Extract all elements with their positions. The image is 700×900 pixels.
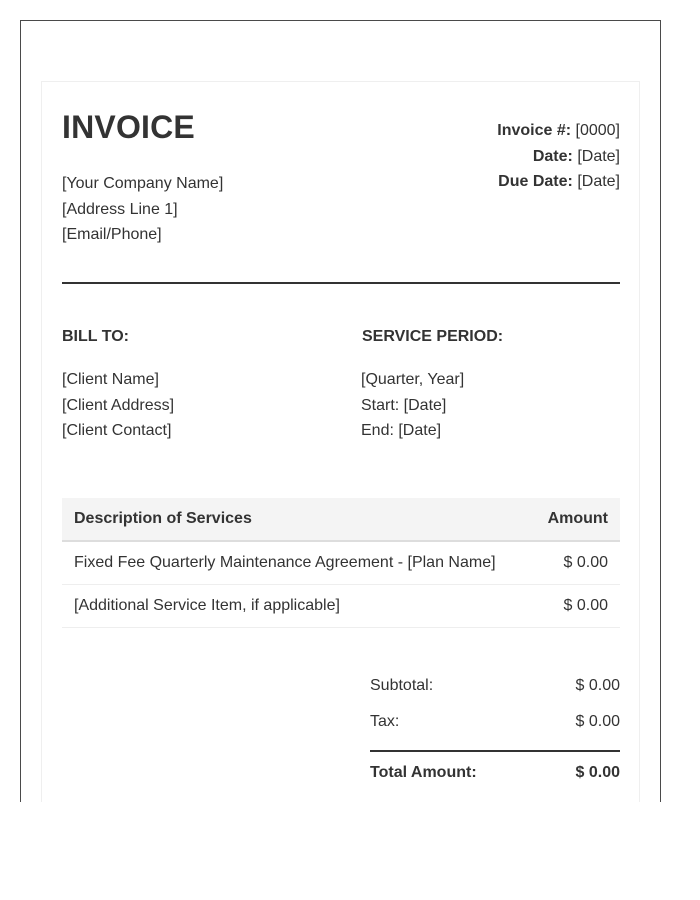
header-divider bbox=[62, 282, 620, 284]
client-contact: [Client Contact] bbox=[62, 422, 172, 439]
invoice-number-value: [0000] bbox=[575, 122, 620, 139]
table-row bbox=[62, 585, 620, 628]
subtotal-row bbox=[370, 672, 620, 708]
column-header-description: Description of Services bbox=[62, 498, 531, 541]
period-start: Start: [Date] bbox=[361, 396, 447, 414]
service-amount: $ 0.00 bbox=[531, 585, 620, 628]
subtotal-value: $ 0.00 bbox=[575, 677, 620, 694]
company-name: [Your Company Name] bbox=[62, 175, 224, 192]
tax-label: Tax: bbox=[370, 713, 400, 730]
total-label: Total Amount: bbox=[370, 764, 477, 781]
table-header-row bbox=[62, 498, 620, 541]
invoice-number-row bbox=[497, 118, 620, 144]
invoice-meta bbox=[497, 118, 620, 195]
table-row bbox=[62, 541, 620, 585]
subtotal-label: Subtotal: bbox=[370, 677, 434, 694]
invoice-date-value: [Date] bbox=[577, 147, 620, 165]
tax-value: $ 0.00 bbox=[575, 713, 620, 730]
bill-to-details bbox=[62, 367, 174, 444]
due-date-label: Due Date: bbox=[498, 173, 573, 190]
total-value: $ 0.00 bbox=[575, 764, 620, 781]
service-period-heading: SERVICE PERIOD: bbox=[362, 328, 504, 345]
company-info bbox=[62, 171, 223, 248]
service-description: Fixed Fee Quarterly Maintenance Agreement - [Plan Name] bbox=[62, 541, 531, 585]
total-row bbox=[370, 752, 620, 790]
service-period-details bbox=[361, 367, 464, 444]
client-address: [Client Address] bbox=[62, 396, 175, 414]
service-amount: $ 0.00 bbox=[531, 541, 620, 585]
company-contact: [Email/Phone] bbox=[62, 226, 162, 243]
tax-row bbox=[370, 708, 620, 744]
totals-block bbox=[370, 672, 620, 790]
invoice-date-label: Date: bbox=[532, 147, 573, 165]
period-quarter: [Quarter, Year] bbox=[361, 371, 465, 388]
invoice-date-row bbox=[497, 144, 620, 170]
column-header-amount: Amount bbox=[531, 498, 620, 541]
client-name: [Client Name] bbox=[62, 371, 159, 388]
due-date-row bbox=[497, 169, 620, 195]
period-end: End: [Date] bbox=[361, 422, 442, 439]
services-table bbox=[62, 498, 620, 628]
invoice-title: INVOICE bbox=[62, 109, 195, 145]
company-address: [Address Line 1] bbox=[62, 200, 178, 218]
bill-to-heading: BILL TO: bbox=[62, 328, 129, 345]
invoice-number-label: Invoice #: bbox=[497, 122, 572, 139]
service-description: [Additional Service Item, if applicable] bbox=[62, 585, 531, 628]
due-date-value: [Date] bbox=[577, 173, 620, 190]
